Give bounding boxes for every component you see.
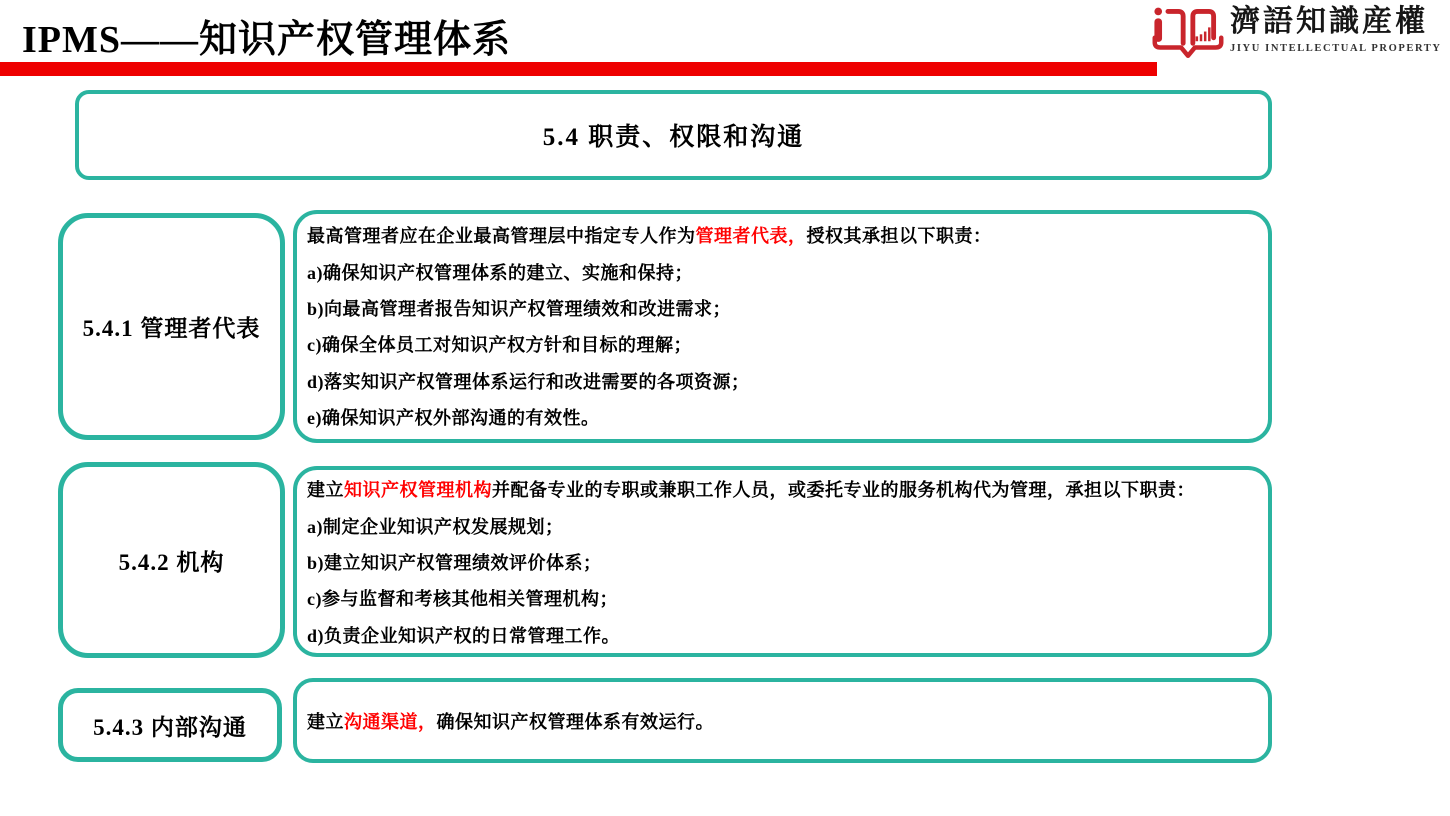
logo-text-block — [1230, 2, 1442, 56]
text-segment: 授权其承担以下职责： — [806, 226, 992, 247]
content-line — [307, 708, 714, 734]
label-541: 5.4.1 管理者代表 — [82, 316, 261, 341]
text-segment: 确保知识产权管理体系有效运行。 — [436, 711, 714, 732]
label-box-542 — [58, 462, 285, 658]
content-line — [307, 253, 1260, 289]
text-segment: a)确保知识产权管理体系的建立、实施和保持； — [307, 262, 693, 283]
content-line — [307, 399, 1260, 435]
text-segment: 最高管理者应在企业最高管理层中指定专人作为 — [307, 226, 696, 247]
label-box-541 — [58, 213, 285, 440]
highlighted-text: 沟通渠道， — [344, 711, 437, 732]
text-segment: a)制定企业知识产权发展规划； — [307, 516, 564, 537]
text-segment: d)负责企业知识产权的日常管理工作。 — [307, 625, 621, 646]
open-book-icon — [1152, 4, 1224, 66]
content-line — [307, 580, 1262, 616]
label-box-543 — [58, 688, 282, 762]
highlighted-text: 管理者代表， — [695, 226, 807, 247]
text-segment: 并配备专业的专职或兼职工作人员，或委托专业的服务机构代为管理，承担以下职责： — [492, 480, 1195, 501]
section-title-box — [75, 90, 1272, 180]
content-line — [307, 290, 1260, 326]
content-line — [307, 217, 1260, 253]
text-segment: c)确保全体员工对知识产权方针和目标的理解； — [307, 335, 692, 356]
logo-name-cn: 濟語知識産權 — [1230, 5, 1428, 38]
text-segment: e)确保知识产权外部沟通的有效性。 — [307, 408, 600, 429]
text-segment: c)参与监督和考核其他相关管理机构； — [307, 589, 618, 610]
section-title: 5.4 职责、权限和沟通 — [542, 124, 805, 151]
content-line — [307, 507, 1262, 543]
text-segment: b)建立知识产权管理绩效评价体系； — [307, 552, 602, 573]
text-segment: 建立 — [307, 480, 344, 501]
content-line — [307, 326, 1260, 362]
page-header-title: IPMS——知识产权管理体系 — [22, 19, 512, 61]
header-red-underline — [0, 62, 1157, 76]
company-logo — [1152, 2, 1448, 64]
content-box-542 — [293, 466, 1272, 657]
content-line — [307, 471, 1262, 507]
text-segment: 建立 — [307, 711, 344, 732]
content-box-543 — [293, 678, 1272, 763]
text-segment: d)落实知识产权管理体系运行和改进需要的各项资源； — [307, 371, 750, 392]
label-542: 5.4.2 机构 — [118, 549, 225, 575]
label-543: 5.4.3 内部沟通 — [93, 714, 247, 740]
content-line — [307, 544, 1262, 580]
highlighted-text: 知识产权管理机构 — [344, 480, 492, 501]
logo-name-en: JIYU INTELLECTUAL PROPERTY — [1230, 43, 1442, 54]
content-box-541 — [293, 210, 1272, 443]
text-segment: b)向最高管理者报告知识产权管理绩效和改进需求； — [307, 298, 732, 319]
content-line — [307, 363, 1260, 399]
content-line — [307, 617, 1262, 653]
